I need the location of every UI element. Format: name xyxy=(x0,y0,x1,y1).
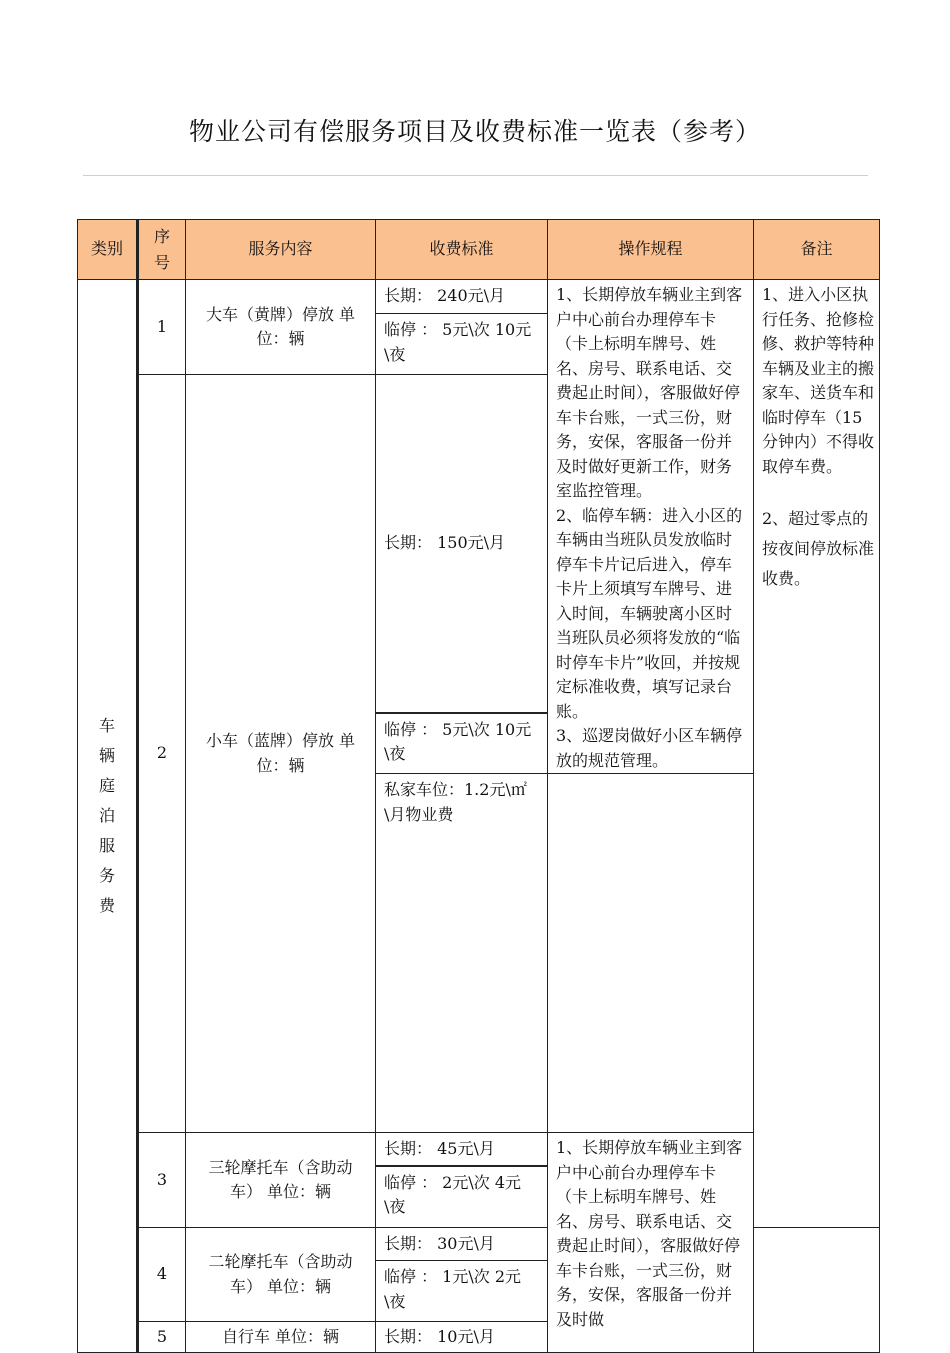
header-fee: 收费标准 xyxy=(376,220,548,280)
header-service: 服务内容 xyxy=(186,220,376,280)
service-cell: 自行车 单位：辆 xyxy=(186,1322,376,1353)
fee-cell: 长期： 30元\月 xyxy=(376,1228,548,1261)
fee-cell: 临停 ： 5元\次 10元\夜 xyxy=(376,314,548,375)
fee-cell: 临停 ： 5元\次 10元\夜 xyxy=(376,713,548,774)
header-remark: 备注 xyxy=(754,220,880,280)
header-procedure: 操作规程 xyxy=(548,220,754,280)
category-cell: 车辆庭泊服务费 xyxy=(78,280,138,1353)
service-cell: 大车（黄牌）停放 单位：辆 xyxy=(186,280,376,375)
fee-cell: 临停 ： 2元\次 4元\夜 xyxy=(376,1166,548,1228)
seq-cell: 2 xyxy=(138,375,186,1133)
fee-cell: 长期： 240元\月 xyxy=(376,280,548,314)
fee-table xyxy=(77,219,880,1353)
fee-cell: 长期： 10元\月 xyxy=(376,1322,548,1353)
service-cell: 小车（蓝牌）停放 单位：辆 xyxy=(186,375,376,1133)
procedure-cell: 1、长期停放车辆业主到客户中心前台办理停车卡（卡上标明车牌号、姓名、房号、联系电话、交费起止时间），客服做好停车卡台账，一式三份，财务，安保，客服备一份并及时做 xyxy=(548,1133,754,1353)
procedure-cell: 1、长期停放车辆业主到客户中心前台办理停车卡（卡上标明车牌号、姓名、房号、联系电话、交费起止时间），客服做好停车卡台账，一式三份，财务，安保，客服备一份并及时做好更新工作，财务室监控管理。 2、临停车辆：进入小区的车辆由当班队员发放临时停车卡片记后进入，停车卡片上须填写车牌号、进入时间，车辆驶离小区时当班队员必须将发放的“临时停车卡片”收回，并按规定标准收费，填写记录台账。 3、巡逻岗做好小区车辆停放的规范管理。 xyxy=(548,280,754,774)
table-header-row xyxy=(78,220,880,280)
fee-cell: 私家车位：1.2元\㎡\月物业费 xyxy=(376,774,548,1133)
service-cell: 三轮摩托车（含助动车） 单位：辆 xyxy=(186,1133,376,1228)
fee-cell: 临停 ： 1元\次 2元\夜 xyxy=(376,1261,548,1322)
fee-cell: 长期： 150元\月 xyxy=(376,375,548,713)
remark-cell: 1、进入小区执行任务、抢修检修、救护等特种车辆及业主的搬家车、送货车和临时停车（15分钟内）不得收取停车费。 2、超过零点的按夜间停放标准收费。 xyxy=(754,280,880,1228)
seq-cell: 3 xyxy=(138,1133,186,1228)
seq-cell: 4 xyxy=(138,1228,186,1322)
seq-cell: 5 xyxy=(138,1322,186,1353)
fee-cell: 长期： 45元\月 xyxy=(376,1133,548,1166)
header-category: 类别 xyxy=(78,220,138,280)
title-divider xyxy=(83,175,868,176)
page-title: 物业公司有偿服务项目及收费标准一览表（参考） xyxy=(188,117,761,146)
remark-cell-empty xyxy=(754,1228,880,1353)
table-row xyxy=(78,280,880,314)
header-seq: 序号 xyxy=(138,220,186,280)
seq-cell: 1 xyxy=(138,280,186,375)
service-cell: 二轮摩托车（含助动车） 单位：辆 xyxy=(186,1228,376,1322)
table-row xyxy=(78,1228,880,1261)
